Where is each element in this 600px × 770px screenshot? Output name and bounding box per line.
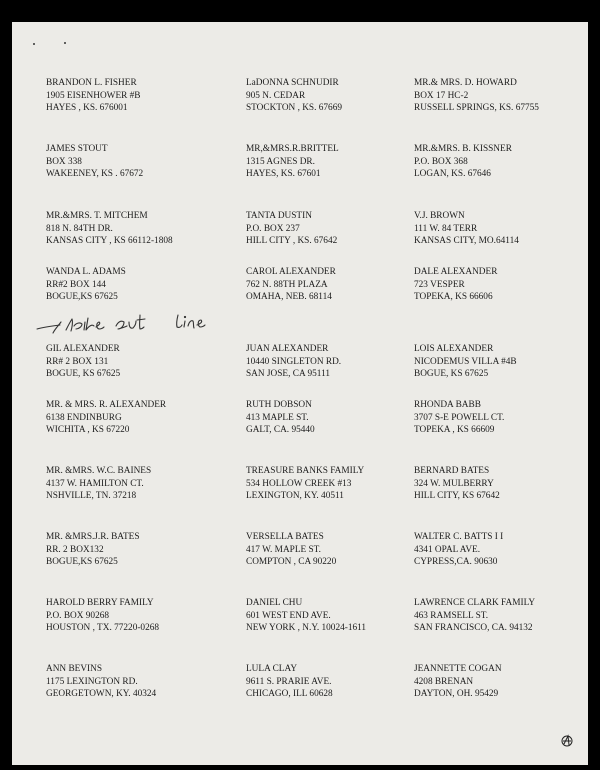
city-state-zip: LOGAN, KS. 67646 [414, 169, 491, 179]
city-state-zip: HILL CITY, KS 67642 [414, 491, 500, 501]
page-number-mark [562, 736, 572, 746]
street-address: 6138 ENDINBURG [46, 412, 122, 423]
street-address: 601 WEST END AVE. [246, 610, 331, 621]
city-state-zip: KANSAS CITY, MO.64114 [414, 236, 519, 246]
street-address: 10440 SINGLETON RD. [246, 356, 342, 367]
street-address: 417 W. MAPLE ST. [246, 544, 321, 555]
addressee-name: WANDA L. ADAMS [46, 267, 126, 277]
addressee-name: LOIS ALEXANDER [414, 344, 494, 354]
city-state-zip: TOPEKA, KS 66606 [414, 292, 493, 302]
street-address: BOX 17 HC-2 [414, 90, 469, 101]
addressee-name: MR. & MRS. R. ALEXANDER [46, 400, 167, 410]
street-address: RR#2 BOX 144 [46, 279, 106, 290]
city-state-zip: OMAHA, NEB. 68114 [246, 292, 332, 302]
addressee-name: CAROL ALEXANDER [246, 267, 336, 277]
addressee-name: HAROLD BERRY FAMILY [46, 598, 154, 608]
addressee-name: WALTER C. BATTS I I [414, 532, 504, 542]
city-state-zip: CYPRESS,CA. 90630 [414, 557, 498, 567]
city-state-zip: GALT, CA. 95440 [246, 425, 315, 435]
city-state-zip: GEORGETOWN, KY. 40324 [46, 689, 157, 699]
city-state-zip: RUSSELL SPRINGS, KS. 67755 [414, 103, 539, 113]
addressee-name: LaDONNA SCHNUDIR [246, 78, 339, 88]
addressee-name: MR,&MRS.R.BRITTEL [246, 144, 339, 154]
addressee-name: V.J. BROWN [414, 211, 465, 221]
city-state-zip: SAN FRANCISCO, CA. 94132 [414, 623, 533, 633]
city-state-zip: WAKEENEY, KS . 67672 [46, 169, 144, 179]
street-address: 4208 BRENAN [414, 676, 474, 687]
street-address: 1175 LEXINGTON RD. [46, 676, 138, 687]
street-address: RR# 2 BOX 131 [46, 356, 109, 367]
city-state-zip: BOGUE, KS 67625 [414, 369, 489, 379]
city-state-zip: KANSAS CITY , KS 66112-1808 [46, 236, 173, 246]
street-address: 723 VESPER [414, 279, 465, 290]
city-state-zip: BOGUE, KS 67625 [46, 369, 121, 379]
addressee-name: MR.& MRS. D. HOWARD [414, 78, 517, 88]
city-state-zip: DAYTON, OH. 95429 [414, 689, 499, 699]
addressee-name: RUTH DOBSON [246, 400, 312, 410]
city-state-zip: CHICAGO, ILL 60628 [246, 689, 333, 699]
street-address: P.O. BOX 90268 [46, 610, 110, 621]
city-state-zip: STOCKTON , KS. 67669 [246, 103, 342, 113]
addressee-name: JAMES STOUT [46, 144, 108, 154]
street-address: 4137 W. HAMILTON CT. [46, 478, 144, 489]
addressee-name: RHONDA BABB [414, 400, 481, 410]
addressee-name: TREASURE BANKS FAMILY [246, 466, 365, 476]
street-address: 4341 OPAL AVE. [414, 544, 481, 555]
addressee-name: MR. &MRS. W.C. BAINES [46, 466, 152, 476]
street-address: 818 N. 84TH DR. [46, 223, 113, 234]
street-address: NICODEMUS VILLA #4B [414, 356, 517, 367]
city-state-zip: HAYES, KS. 67601 [246, 169, 321, 179]
addressee-name: JUAN ALEXANDER [246, 344, 329, 354]
street-address: 413 MAPLE ST. [246, 412, 309, 423]
street-address: 9611 S. PRARIE AVE. [246, 676, 332, 687]
city-state-zip: SAN JOSE, CA 95111 [246, 369, 331, 379]
addressee-name: BRANDON L. FISHER [46, 78, 137, 88]
city-state-zip: BOGUE,KS 67625 [46, 292, 118, 302]
street-address: 3707 S-E POWELL CT. [414, 412, 505, 423]
addressee-name: LAWRENCE CLARK FAMILY [414, 598, 536, 608]
street-address: P.O. BOX 237 [246, 223, 300, 234]
city-state-zip: TOPEKA , KS 66609 [414, 425, 495, 435]
addressee-name: ANN BEVINS [46, 664, 103, 674]
street-address: 1315 AGNES DR. [246, 156, 315, 167]
addressee-name: MR.&MRS. T. MITCHEM [46, 211, 148, 221]
street-address: 905 N. CEDAR [246, 90, 306, 101]
street-address: RR. 2 BOX132 [46, 544, 104, 555]
city-state-zip: LEXINGTON, KY. 40511 [246, 491, 344, 501]
addressee-name: MR. &MRS.J.R. BATES [46, 532, 140, 542]
city-state-zip: NSHVILLE, TN. 37218 [46, 491, 137, 501]
street-address: 111 W. 84 TERR [414, 223, 478, 234]
city-state-zip: COMPTON , CA 90220 [246, 557, 337, 567]
addressee-name: VERSELLA BATES [246, 532, 324, 542]
addressee-name: MR.&MRS. B. KISSNER [414, 144, 512, 154]
city-state-zip: NEW YORK , N.Y. 10024-1611 [246, 623, 367, 633]
street-address: 324 W. MULBERRY [414, 478, 494, 489]
addressee-name: BERNARD BATES [414, 466, 490, 476]
street-address: BOX 338 [46, 156, 82, 167]
addressee-name: TANTA DUSTIN [246, 211, 312, 221]
addressee-name: GIL ALEXANDER [46, 344, 120, 354]
street-address: 1905 EISENHOWER #B [46, 90, 141, 101]
addressee-name: JEANNETTE COGAN [414, 664, 502, 674]
addressee-name: DALE ALEXANDER [414, 267, 498, 277]
addressee-name: LULA CLAY [246, 664, 298, 674]
city-state-zip: BOGUE,KS 67625 [46, 557, 118, 567]
city-state-zip: HILL CITY , KS. 67642 [246, 236, 338, 246]
city-state-zip: HOUSTON , TX. 77220-0268 [46, 623, 160, 633]
street-address: P.O. BOX 368 [414, 156, 468, 167]
city-state-zip: HAYES , KS. 676001 [46, 103, 128, 113]
street-address: 762 N. 88TH PLAZA [246, 279, 328, 290]
addressee-name: DANIEL CHU [246, 598, 303, 608]
city-state-zip: WICHITA , KS 67220 [46, 425, 130, 435]
street-address: 463 RAMSELL ST. [414, 610, 489, 621]
street-address: 534 HOLLOW CREEK #13 [246, 478, 352, 489]
